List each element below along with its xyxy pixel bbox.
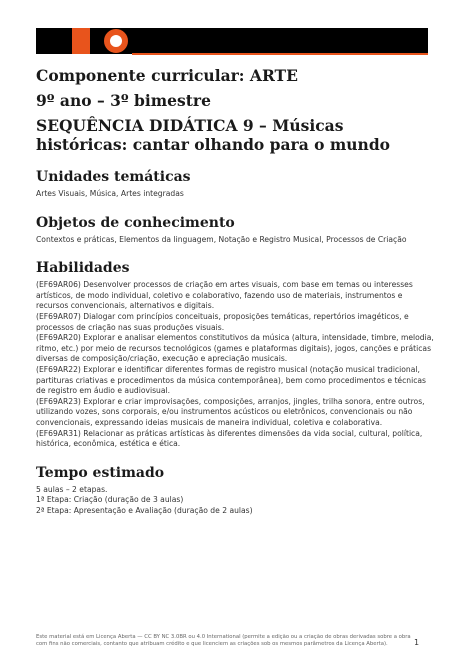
objetos-text: Contextos e práticas, Elementos da linguagem, Notação e Registro Musical, Processos de Criação [36, 234, 407, 244]
header-orange-block [72, 28, 90, 54]
tempo-line: 5 aulas – 2 etapas. [36, 484, 108, 494]
title-sequence: SEQUÊNCIA DIDÁTICA 9 – Músicas históricas: cantar olhando para o mundo [36, 116, 390, 154]
heading-tempo: Tempo estimado [36, 464, 165, 481]
unidades-text: Artes Visuais, Música, Artes integradas [36, 189, 184, 198]
heading-unidades: Unidades temáticas [36, 169, 191, 185]
habilidade-item: (EF69AR23) Explorar e criar improvisações, composições, arranjos, jingles, trilha sonora, entre outros, utilizando vozes, sons corporais, e/ou instrumentos acústicos ou eletrônicos, convencionais ou não convencionais, expressando ideias musicais de maneira individual, coletiva e colaborativa. [36, 396, 425, 427]
tempo-line: 1ª Etapa: Criação (duração de 3 aulas) [36, 495, 184, 505]
habilidade-item: (EF69AR20) Explorar e analisar elementos constitutivos da música (altura, intensidade, timbre, melodia, ritmo, etc.) por meio de recursos tecnológicos (games e plataformas digitais), jogos, canções e práticas diversas de composição/criação, execução e apreciação musicais. [36, 333, 434, 364]
habilidade-item: (EF69AR06) Desenvolver processos de criação em artes visuais, com base em temas ou interesses artísticos, de modo individual, coletivo e colaborativo, fazendo uso de materiais, instrumentos e recursos convencionais, alternativos e digitais. [36, 280, 413, 311]
header-ring-logo-icon [104, 29, 128, 53]
license-footer: Este material está em Licença Aberta — CC BY NC 3.0BR ou 4.0 International (permite a edição ou a criação de obras derivadas sobre a obra com fins não comerciais, contanto que atribuam crédito e que licenciem as criações sob os mesmos parâmetros da Licença Aberta). [36, 634, 411, 647]
document-body [36, 66, 436, 516]
title-grade: 9º ano – 3º bimestre [36, 91, 211, 110]
heading-habilidades: Habilidades [36, 260, 130, 277]
title-component: Componente curricular: ARTE [36, 66, 298, 85]
header-orange-line [132, 53, 428, 55]
page-number: 1 [414, 638, 420, 647]
habilidade-item: (EF69AR22) Explorar e identificar diferentes formas de registro musical (notação musical tradicional, partituras criativas e procedimentos da música contemporânea), bem como procedimentos e técnicas de registro em áudio e audiovisual. [36, 364, 426, 396]
header-banner [36, 28, 428, 54]
habilidade-item: (EF69AR31) Relacionar as práticas artísticas às diferentes dimensões da vida social, cultural, política, histórica, econômica, estética e ética. [36, 428, 423, 449]
heading-objetos: Objetos de conhecimento [36, 214, 235, 231]
tempo-line: 2ª Etapa: Apresentação e Avaliação (duração de 2 aulas) [36, 505, 253, 515]
habilidade-item: (EF69AR07) Dialogar com princípios conceituais, proposições temáticas, repertórios imagéticos, e processos de criação nas suas produções visuais. [36, 311, 409, 332]
